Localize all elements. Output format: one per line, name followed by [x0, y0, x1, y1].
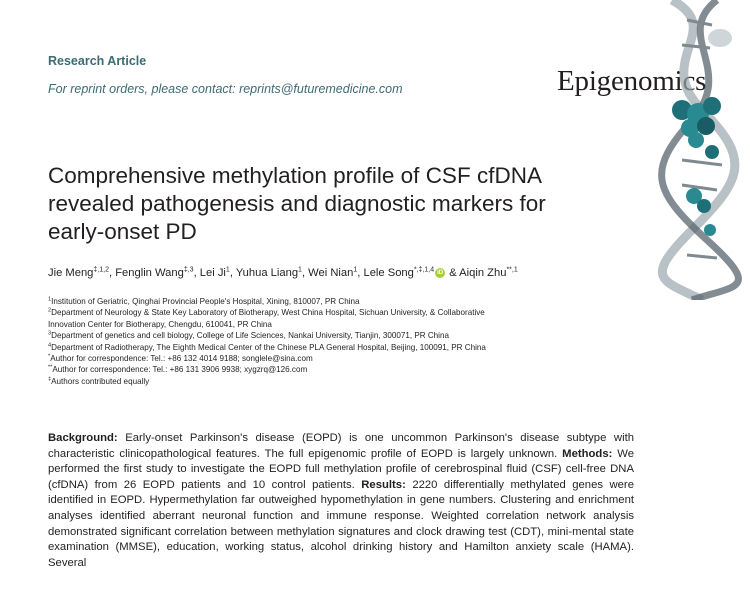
affiliation-line [48, 330, 608, 341]
author-affiliation-marker: 1 [353, 266, 358, 274]
author-name: Wei Nian [308, 267, 354, 279]
affiliation-text: Department of Radiotherapy, The Eighth Medical Center of the Chinese PLA General Hospital, Beijing, 100091, PR China [51, 342, 486, 352]
article-type-label: Research Article [48, 54, 147, 68]
affiliations-block [48, 296, 608, 387]
equal-contribution-text: Authors contributed equally [51, 376, 150, 386]
author-separator: , [229, 267, 236, 279]
affiliation-text: Institution of Geriatric, Qinghai Provincial People's Hospital, Xining, 810007, PR China [51, 297, 360, 306]
correspondence-text: Author for correspondence: Tel.: +86 132 4014 9188; songlele@sina.com [50, 354, 313, 364]
author-affiliation-marker: ‡,1,2 [93, 266, 109, 274]
author-affiliation-marker: *,‡,1,4 [413, 266, 435, 274]
author-affiliation-marker: 1 [225, 266, 230, 274]
author-name: Lei Ji [199, 267, 226, 279]
author-separator: , [108, 267, 116, 279]
dna-helix-illustration [632, 0, 750, 300]
reprint-notice [48, 82, 403, 96]
author-separator: , [193, 267, 200, 279]
abstract [48, 431, 634, 571]
author-affiliation-marker: 1 [298, 266, 302, 274]
background-label: Background: [48, 432, 118, 444]
correspondence-line [48, 364, 608, 375]
methods-label: Methods: [562, 447, 613, 460]
background-text: Early-onset Parkinson's disease (EOPD) is one uncommon Parkinson's disease subtype with characteristic clinicopathological features. The full epigenomic profile of EOPD is largely unknown. [48, 432, 634, 460]
affiliation-line [48, 342, 608, 353]
reprint-prefix: For reprint orders, please contact: [48, 82, 240, 96]
affiliation-text: Department of Neurology & State Key Laboratory of Biotherapy, West China Hospital, Sichuan University, & Collaborative [51, 308, 485, 318]
author-affiliation-marker: **,1 [506, 266, 518, 274]
affiliation-marker: 1 [48, 296, 52, 303]
author-name: Yuhua Liang [235, 267, 299, 279]
author-separator: , [301, 267, 309, 279]
results-text: 2220 differentially methylated genes were identified in EOPD. Hypermethylation far outweighed hypomethylation in gene numbers. Clustering and enrichment analyses identified aberrant neuronal function and immune response. Weighted correlation network analysis demonstrated significant correlation between methylation signatures and clock drawing test (CDT), mini-mental state examination (MMSE), education, working status, alcohol drinking history and Hamilton anxiety scale (HAMA). Several [48, 478, 634, 569]
journal-name: Epigenomics [557, 65, 707, 97]
results-label: Results: [361, 478, 406, 491]
correspondence-text: Author for correspondence: Tel.: +86 131 3906 9938; xygzrq@126.com [52, 365, 308, 375]
author-affiliation-marker: ‡,3 [183, 266, 194, 274]
author-name: Fenglin Wang [115, 267, 184, 279]
equal-contribution-note [48, 376, 608, 387]
correspondence-line [48, 353, 608, 364]
affiliation-text: Department of genetics and cell biology, College of Life Sciences, Nankai University, Tianjin, 300071, PR China [51, 331, 449, 341]
affiliation-marker: 4 [48, 341, 52, 348]
affiliation-marker: 3 [48, 330, 52, 337]
orcid-icon[interactable]: iD [437, 270, 444, 277]
correspondence-marker: ** [48, 364, 53, 371]
affiliation-text: Innovation Center for Biotherapy, Chengdu, 610041, PR China [48, 319, 272, 329]
author-name: Jie Meng [48, 267, 94, 279]
author-list [48, 266, 568, 281]
affiliation-marker: 2 [48, 307, 52, 314]
author-separator: , [357, 267, 364, 279]
article-title: Comprehensive methylation profile of CSF cfDNA revealed pathogenesis and diagnostic markers for early-onset PD [48, 163, 546, 244]
equal-contribution-marker: ‡ [48, 376, 52, 383]
correspondence-marker: * [48, 353, 51, 360]
affiliation-line [48, 319, 608, 330]
methods-text: We performed the first study to investigate the EOPD full methylation profile of cerebrospinal fluid (CSF) cell-free DNA (cfDNA) from 26 EOPD patients and 10 control patients. [48, 447, 634, 491]
author-name: Lele Song [363, 267, 414, 279]
reprint-email-link[interactable]: reprints@futuremedicine.com [239, 82, 403, 96]
affiliation-line [48, 307, 608, 318]
author-name: & Aiqin Zhu [449, 267, 507, 279]
affiliation-line [48, 296, 608, 307]
